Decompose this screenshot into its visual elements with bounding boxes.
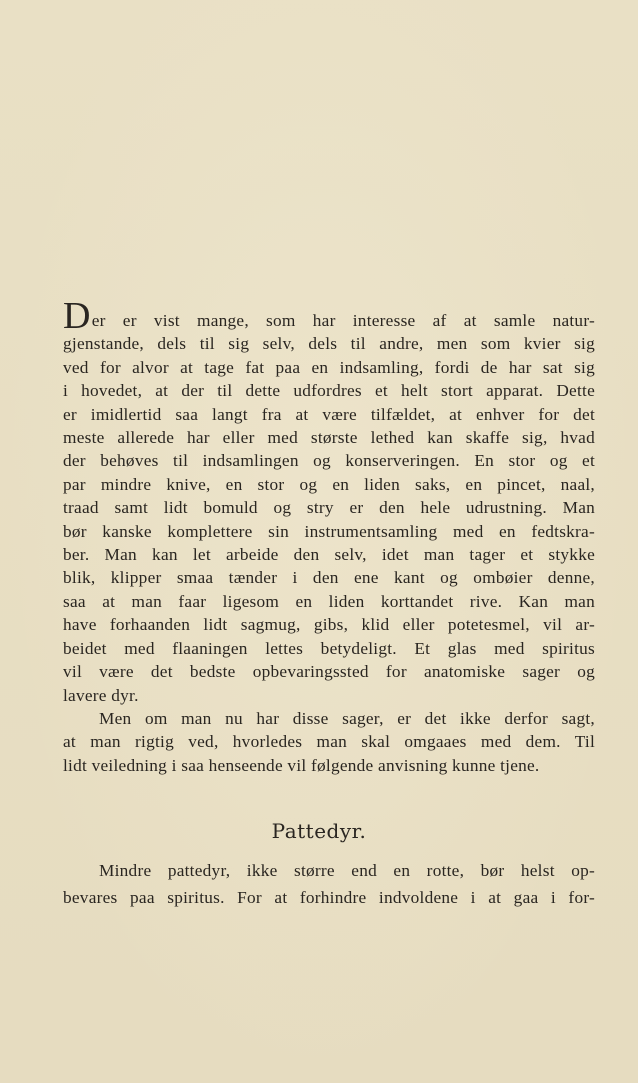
text-line: beidet med flaaningen lettes betydeligt. Et glas med spiritus	[63, 638, 595, 658]
paragraph-2	[63, 707, 595, 777]
text-line: Der er vist mange, som har interesse af at samle natur-	[63, 295, 595, 337]
text-line: lidt veiledning i saa henseende vil følgende anvisning kunne tjene.	[63, 755, 540, 775]
text-line: lavere dyr.	[63, 685, 139, 705]
text-line: vil være det bedste opbevaringssted for anatomiske sager og	[63, 662, 595, 682]
paragraph-3	[63, 857, 595, 911]
text-line: saa at man faar ligesom en liden korttandet rive. Kan man	[63, 591, 595, 611]
text-line: Men om man nu har disse sager, er det ikke derfor sagt,	[99, 708, 595, 728]
text-line: bevares paa spiritus. For at forhindre indvoldene i at gaa i for-	[63, 888, 595, 907]
text-line: bør kanske komplettere sin instrumentsamling med en fedtskra-	[63, 521, 595, 541]
text-line: par mindre knive, en stor og en liden saks, en pincet, naal,	[63, 474, 595, 494]
text-line: blik, klipper smaa tænder i den ene kant og ombøier denne,	[63, 568, 595, 588]
text-line: Mindre pattedyr, ikke større end en rotte, bør helst op-	[99, 861, 595, 880]
main-text-block	[63, 295, 595, 777]
paragraph-1	[63, 295, 595, 707]
text-line: i hovedet, at der til dette udfordres et helt stort apparat. Dette	[63, 381, 595, 401]
drop-cap: D	[63, 295, 91, 337]
text-line: traad samt lidt bomuld og stry er den hele udrustning. Man	[63, 498, 595, 518]
text-line: ber. Man kan let arbeide den selv, idet man tager et stykke	[63, 545, 595, 565]
section-heading: Pattedyr.	[271, 819, 367, 843]
text-line: at man rigtig ved, hvorledes man skal omgaaes med dem. Til	[63, 732, 595, 752]
text-line: der behøves til indsamlingen og konserveringen. En stor og et	[63, 451, 595, 471]
text-line: gjenstande, dels til sig selv, dels til andre, men som kvier sig	[63, 334, 595, 354]
text-line: have forhaanden lidt sagmug, gibs, klid eller potetesmel, vil ar-	[63, 615, 595, 635]
text-line: er imidlertid saa langt fra at være tilfældet, at enhver for det	[63, 404, 595, 424]
text-line: ved for alvor at tage fat paa en indsamling, fordi de har sat sig	[63, 357, 595, 377]
text-line: meste allerede har eller med største lethed kan skaffe sig, hvad	[63, 428, 595, 448]
